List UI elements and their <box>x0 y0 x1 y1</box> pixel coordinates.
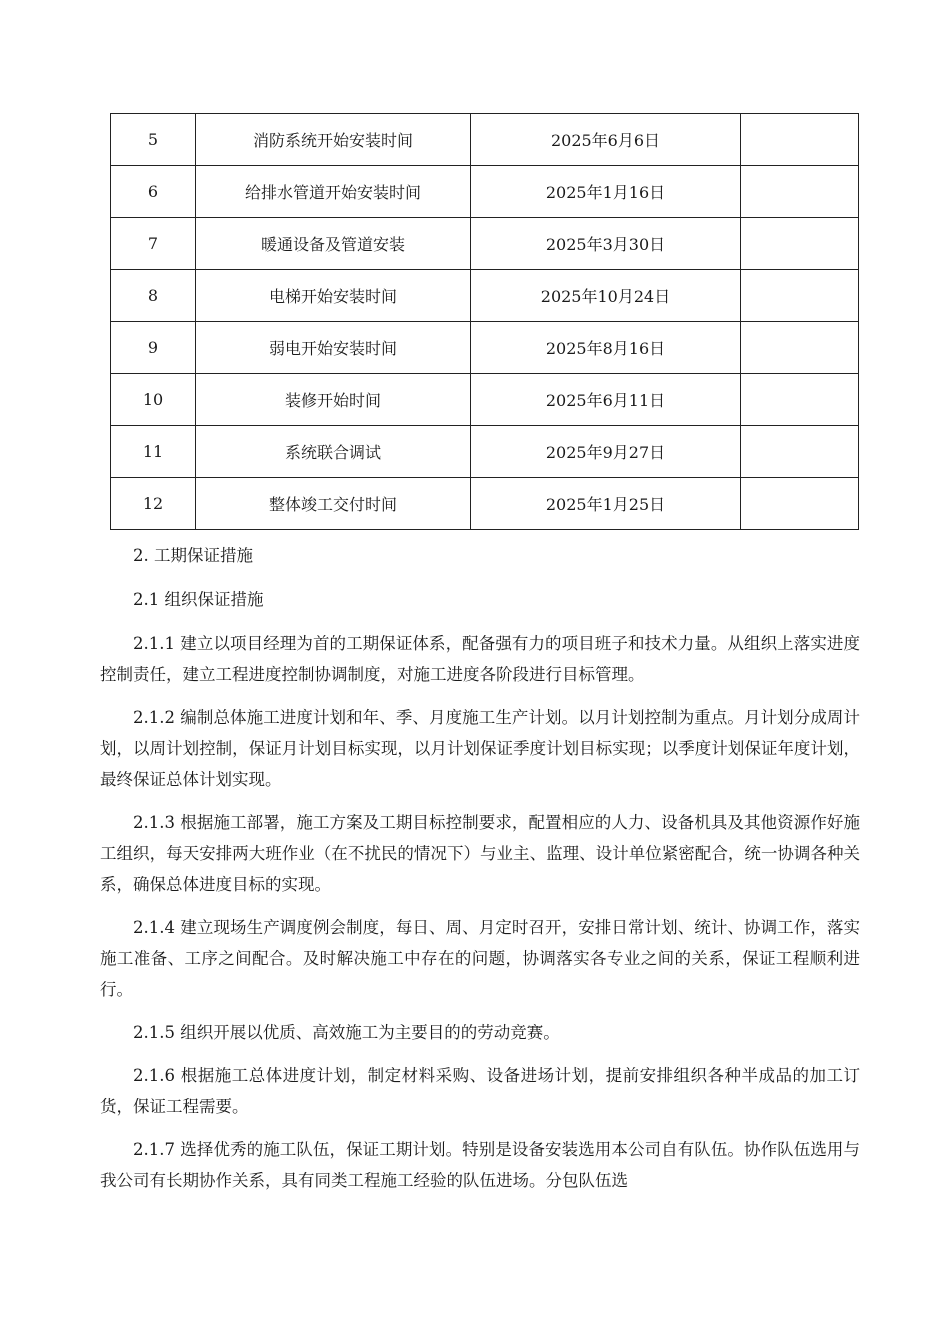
date-cell: 2025年3月30日 <box>471 218 741 270</box>
item-cell: 系统联合调试 <box>196 426 471 478</box>
table-row <box>111 478 859 530</box>
date-cell: 2025年10月24日 <box>471 270 741 322</box>
body-paragraph: 2.1.7 选择优秀的施工队伍，保证工期计划。特别是设备安装选用本公司自有队伍。协作队伍选用与我公司有长期协作关系，具有同类工程施工经验的队伍进场。分包队伍选 <box>100 1140 860 1190</box>
section-heading: 2. 工期保证措施 <box>133 546 253 565</box>
table-row <box>111 426 859 478</box>
date-cell: 2025年9月27日 <box>471 426 741 478</box>
table-row <box>111 270 859 322</box>
schedule-table-body <box>111 114 859 530</box>
row-number-cell: 6 <box>111 166 196 218</box>
date-cell: 2025年8月16日 <box>471 322 741 374</box>
section-body <box>100 540 860 1208</box>
table-row <box>111 166 859 218</box>
item-cell: 整体竣工交付时间 <box>196 478 471 530</box>
row-number-cell: 11 <box>111 426 196 478</box>
body-paragraph: 2.1.1 建立以项目经理为首的工期保证体系，配备强有力的项目班子和技术力量。从组织上落实进度控制责任，建立工程进度控制协调制度，对施工进度各阶段进行目标管理。 <box>100 634 860 684</box>
note-cell <box>741 426 859 478</box>
row-number-cell: 5 <box>111 114 196 166</box>
table-row <box>111 218 859 270</box>
note-cell <box>741 270 859 322</box>
row-number-cell: 9 <box>111 322 196 374</box>
table-row <box>111 322 859 374</box>
item-cell: 暖通设备及管道安装 <box>196 218 471 270</box>
note-cell <box>741 114 859 166</box>
note-cell <box>741 218 859 270</box>
body-paragraph: 2.1.4 建立现场生产调度例会制度，每日、周、月定时召开，安排日常计划、统计、协调工作，落实施工准备、工序之间配合。及时解决施工中存在的问题，协调落实各专业之间的关系，保证工程顺利进行。 <box>100 918 860 999</box>
date-cell: 2025年6月6日 <box>471 114 741 166</box>
note-cell <box>741 478 859 530</box>
item-cell: 电梯开始安装时间 <box>196 270 471 322</box>
row-number-cell: 12 <box>111 478 196 530</box>
item-cell: 给排水管道开始安装时间 <box>196 166 471 218</box>
table-row <box>111 114 859 166</box>
item-cell: 弱电开始安装时间 <box>196 322 471 374</box>
note-cell <box>741 374 859 426</box>
body-paragraph: 2.1.3 根据施工部署，施工方案及工期目标控制要求，配置相应的人力、设备机具及其他资源作好施工组织，每天安排两大班作业（在不扰民的情况下）与业主、监理、设计单位紧密配合，统一协调各种关系，确保总体进度目标的实现。 <box>100 813 860 894</box>
row-number-cell: 10 <box>111 374 196 426</box>
paragraph-list <box>100 628 860 1196</box>
date-cell: 2025年1月25日 <box>471 478 741 530</box>
item-cell: 装修开始时间 <box>196 374 471 426</box>
body-paragraph: 2.1.5 组织开展以优质、高效施工为主要目的的劳动竞赛。 <box>133 1023 560 1042</box>
date-cell: 2025年1月16日 <box>471 166 741 218</box>
body-paragraph: 2.1.2 编制总体施工进度计划和年、季、月度施工生产计划。以月计划控制为重点。月计划分成周计划，以周计划控制，保证月计划目标实现，以月计划保证季度计划目标实现；以季度计划保证年度计划，最终保证总体计划实现。 <box>100 708 860 789</box>
schedule-table <box>110 113 859 530</box>
section-subheading: 2.1 组织保证措施 <box>133 590 264 609</box>
item-cell: 消防系统开始安装时间 <box>196 114 471 166</box>
row-number-cell: 8 <box>111 270 196 322</box>
table-row <box>111 374 859 426</box>
body-paragraph: 2.1.6 根据施工总体进度计划，制定材料采购、设备进场计划，提前安排组织各种半成品的加工订货，保证工程需要。 <box>100 1066 860 1116</box>
note-cell <box>741 322 859 374</box>
date-cell: 2025年6月11日 <box>471 374 741 426</box>
note-cell <box>741 166 859 218</box>
row-number-cell: 7 <box>111 218 196 270</box>
